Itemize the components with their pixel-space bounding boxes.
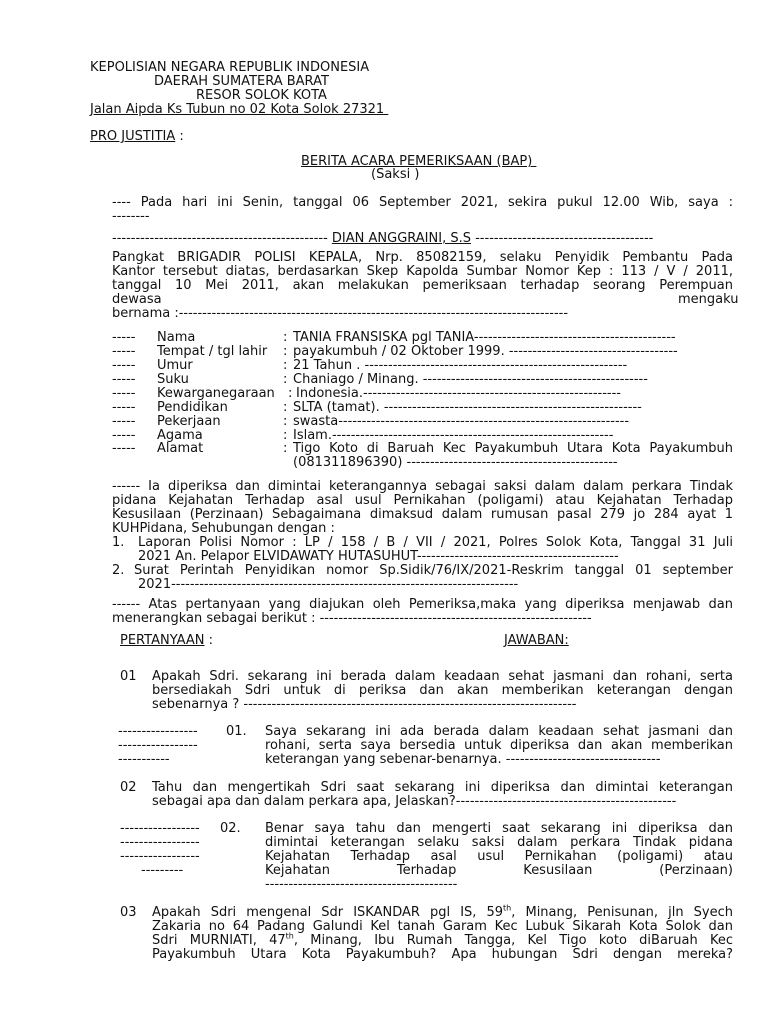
- reference-text: Surat Perintah Penyidikan nomor Sp.Sidik/76/IX/2021-Reskrim tanggal 01 september: [134, 563, 733, 578]
- answer-text: Saya sekarang ini ada berada dalam keadaan sehat jasmani dan: [265, 724, 733, 739]
- identity-dash: -----: [112, 414, 136, 429]
- superscript: th: [285, 931, 294, 941]
- examination-line: ------ Ia diperiksa dan dimintai keterangannya sebagai saksi dalam dalam perkara Tindak: [112, 479, 733, 494]
- question-header-label: PERTANYAAN: [120, 633, 205, 648]
- identity-colon: :: [283, 372, 288, 387]
- answer-text: keterangan yang sebenar-benarnya. ---------------------------------: [265, 752, 661, 767]
- answer-text: Kejahatan Terhadap asal usul Pernikahan (poligami) atau: [265, 849, 733, 864]
- intro-line: ---- Pada hari ini Senin, tanggal 06 September 2021, sekira pukul 12.00 Wib, saya :: [112, 195, 733, 210]
- investigator-name: DIAN ANGGRAINI, S.S: [331, 231, 471, 246]
- identity-label: Kewarganegaraan: [157, 386, 275, 401]
- answer-text: Benar saya tahu dan mengerti saat sekarang ini diperiksa dan: [265, 821, 733, 836]
- identity-dash: -----: [112, 358, 136, 373]
- pangkat-dewasa: dewasa: [112, 292, 162, 307]
- reference-text-continued: 2021--------------------------------------------------------------------------: [138, 577, 519, 592]
- answer-dash: -----------------: [118, 738, 198, 753]
- answer-number: 01.: [226, 724, 247, 739]
- identity-colon: :: [283, 358, 288, 373]
- answer-dash: -----------------: [118, 724, 198, 739]
- investigator-dash-right: --------------------------------------: [470, 231, 654, 246]
- identity-label: Agama: [157, 428, 203, 443]
- investigator-dash-left: ----------------------------------------------: [112, 231, 332, 246]
- answer-intro-line: menerangkan sebagai berikut : ----------------------------------------------------------: [112, 611, 592, 626]
- identity-label: Alamat: [157, 441, 204, 456]
- pangkat-mengaku: mengaku: [678, 292, 739, 307]
- pro-justitia-colon: :: [175, 129, 184, 144]
- answer-number: 02.: [220, 821, 241, 836]
- identity-dash: -----: [112, 372, 136, 387]
- answer-column-header: JAWABAN:: [504, 633, 569, 648]
- identity-value-continued: (081311896390) ---------------------------------------------: [293, 455, 618, 470]
- document-title: BERITA ACARA PEMERIKSAAN (BAP): [301, 154, 537, 169]
- pangkat-line: Kantor tersebut diatas, berdasarkan Skep Kapolda Sumbar Nomor Kep : 113 / V / 2011,: [112, 264, 733, 279]
- document-subtitle: (Saksi ): [371, 167, 420, 182]
- pangkat-line: Pangkat BRIGADIR POLISI KEPALA, Nrp. 85082159, selaku Penyidik Pembantu Pada: [112, 250, 733, 265]
- identity-colon: :: [288, 386, 293, 401]
- answer-dash: ---------: [141, 863, 184, 878]
- question-text: Zakaria no 64 Padang Galundi Kel tanah Garam Kec Lubuk Sikarah Kota Solok dan: [152, 919, 733, 934]
- identity-value: Indonesia.-------------------------------------------------------: [296, 386, 621, 401]
- answer-intro-line: ------ Atas pertanyaan yang diajukan oleh Pemeriksa,maka yang diperiksa menjawab dan: [112, 597, 733, 612]
- identity-colon: :: [283, 441, 288, 456]
- question-text: [152, 905, 733, 920]
- header-address: Jalan Aipda Ks Tubun no 02 Kota Solok 27321: [90, 102, 389, 117]
- question-header-colon: :: [204, 633, 214, 648]
- question-text: Tahu dan mengertikah Sdri saat sekarang ini diperiksa dan dimintai keterangan: [152, 780, 733, 795]
- investigator-line: [112, 231, 653, 246]
- identity-label: Umur: [157, 358, 193, 373]
- examination-line: Kesusilaan (Perzinaan) Sebagaimana dimaksud dalam rumusan pasal 279 jo 284 ayat 1: [112, 507, 733, 522]
- question-number: 03: [120, 905, 137, 920]
- identity-value: TANIA FRANSISKA pgl TANIA-------------------------------------------: [293, 330, 676, 345]
- identity-label: Tempat / tgl lahir: [157, 344, 268, 359]
- question-text: Payakumbuh Utara Kota Payakumbuh? Apa hubungan Sdri dengan mereka?: [152, 947, 733, 962]
- pro-justitia-label: PRO JUSTITIA: [90, 129, 176, 144]
- identity-dash: -----: [112, 400, 136, 415]
- identity-dash: -----: [112, 330, 136, 345]
- header-institution: KEPOLISIAN NEGARA REPUBLIK INDONESIA: [90, 60, 370, 75]
- answer-dash: -----------------: [120, 849, 200, 864]
- question-column-header: [120, 633, 213, 648]
- question-text: Apakah Sdri. sekarang ini berada dalam keadaan sehat jasmani dan rohani, serta: [152, 669, 733, 684]
- examination-line: KUHPidana, Sehubungan dengan :: [112, 521, 335, 536]
- pro-justitia: [90, 129, 184, 144]
- question-text: sebagai apa dan dalam perkara apa, Jelaskan?-----------------------------------------------: [152, 794, 677, 809]
- identity-value: swasta--------------------------------------------------------------: [293, 414, 630, 429]
- answer-text: Kejahatan Terhadap Kesusilaan (Perzinaan): [265, 863, 733, 878]
- pangkat-bernama: bernama :-----------------------------------------------------------------------------------: [112, 306, 569, 321]
- question-number: 02: [120, 780, 137, 795]
- answer-dash: -----------------: [120, 835, 200, 850]
- question-text: bersediakah Sdri untuk di periksa dan akan memberikan keterangan dengan: [152, 683, 733, 698]
- identity-dash: -----: [112, 441, 136, 456]
- reference-number: 1.: [112, 535, 125, 550]
- answer-text: -----------------------------------------: [265, 877, 458, 892]
- intro-line-continued: --------: [112, 209, 150, 224]
- identity-label: Pendidikan: [157, 400, 228, 415]
- identity-label: Suku: [157, 372, 189, 387]
- question-text-part: , Minang, Ibu Rumah Tangga, Kel Tigo koto diBaruah Kec: [293, 933, 733, 948]
- answer-dash: -----------------: [120, 821, 200, 836]
- question-text-part: Sdri MURNIATI, 47: [152, 933, 286, 948]
- identity-value: Chaniago / Minang. ------------------------------------------------: [293, 372, 648, 387]
- question-number: 01: [120, 669, 137, 684]
- question-text-part: Apakah Sdri mengenal Sdr ISKANDAR pgl IS, 59: [152, 905, 504, 920]
- reference-number: 2.: [112, 563, 125, 578]
- identity-dash: -----: [112, 344, 136, 359]
- reference-text-continued: 2021 An. Pelapor ELVIDAWATY HUTASUHUT-------------------------------------------: [138, 549, 619, 564]
- reference-text: Laporan Polisi Nomor : LP / 158 / B / VII / 2021, Polres Solok Kota, Tanggal 31 Juli: [138, 535, 733, 550]
- identity-value: SLTA (tamat). -------------------------------------------------------: [293, 400, 642, 415]
- identity-value: payakumbuh / 02 Oktober 1999. ------------------------------------: [293, 344, 678, 359]
- identity-value: Islam.------------------------------------------------------------: [293, 428, 614, 443]
- answer-text: dimintai keterangan selaku saksi dalam perkara Tindak pidana: [265, 835, 733, 850]
- identity-dash: -----: [112, 386, 136, 401]
- header-region: DAERAH SUMATERA BARAT: [154, 74, 329, 89]
- identity-value: Tigo Koto di Baruah Kec Payakumbuh Utara Kota Payakumbuh: [293, 441, 733, 456]
- identity-dash: -----: [112, 428, 136, 443]
- identity-label: Nama: [157, 330, 196, 345]
- answer-dash: -----------: [118, 752, 170, 767]
- identity-colon: :: [283, 344, 288, 359]
- question-text: [152, 933, 733, 948]
- identity-value: 21 Tahun . --------------------------------------------------------: [293, 358, 628, 373]
- identity-colon: :: [283, 330, 288, 345]
- question-text: sebenarnya ? -----------------------------------------------------------------------: [152, 697, 577, 712]
- identity-colon: :: [283, 400, 288, 415]
- answer-text: rohani, serta saya bersedia untuk diperiksa dan akan memberikan: [265, 738, 733, 753]
- identity-colon: :: [283, 414, 288, 429]
- superscript: th: [503, 903, 512, 913]
- pangkat-line: tanggal 10 Mei 2011, akan melakukan pemeriksaan terhadap seorang Perempuan: [112, 278, 733, 293]
- question-text-part: , Minang, Penisunan, jln Syech: [511, 905, 733, 920]
- examination-line: pidana Kejahatan Terhadap asal usul Pernikahan (poligami) atau Kejahatan Terhadap: [112, 493, 733, 508]
- header-resort: RESOR SOLOK KOTA: [196, 88, 327, 103]
- identity-label: Pekerjaan: [157, 414, 221, 429]
- identity-colon: :: [283, 428, 288, 443]
